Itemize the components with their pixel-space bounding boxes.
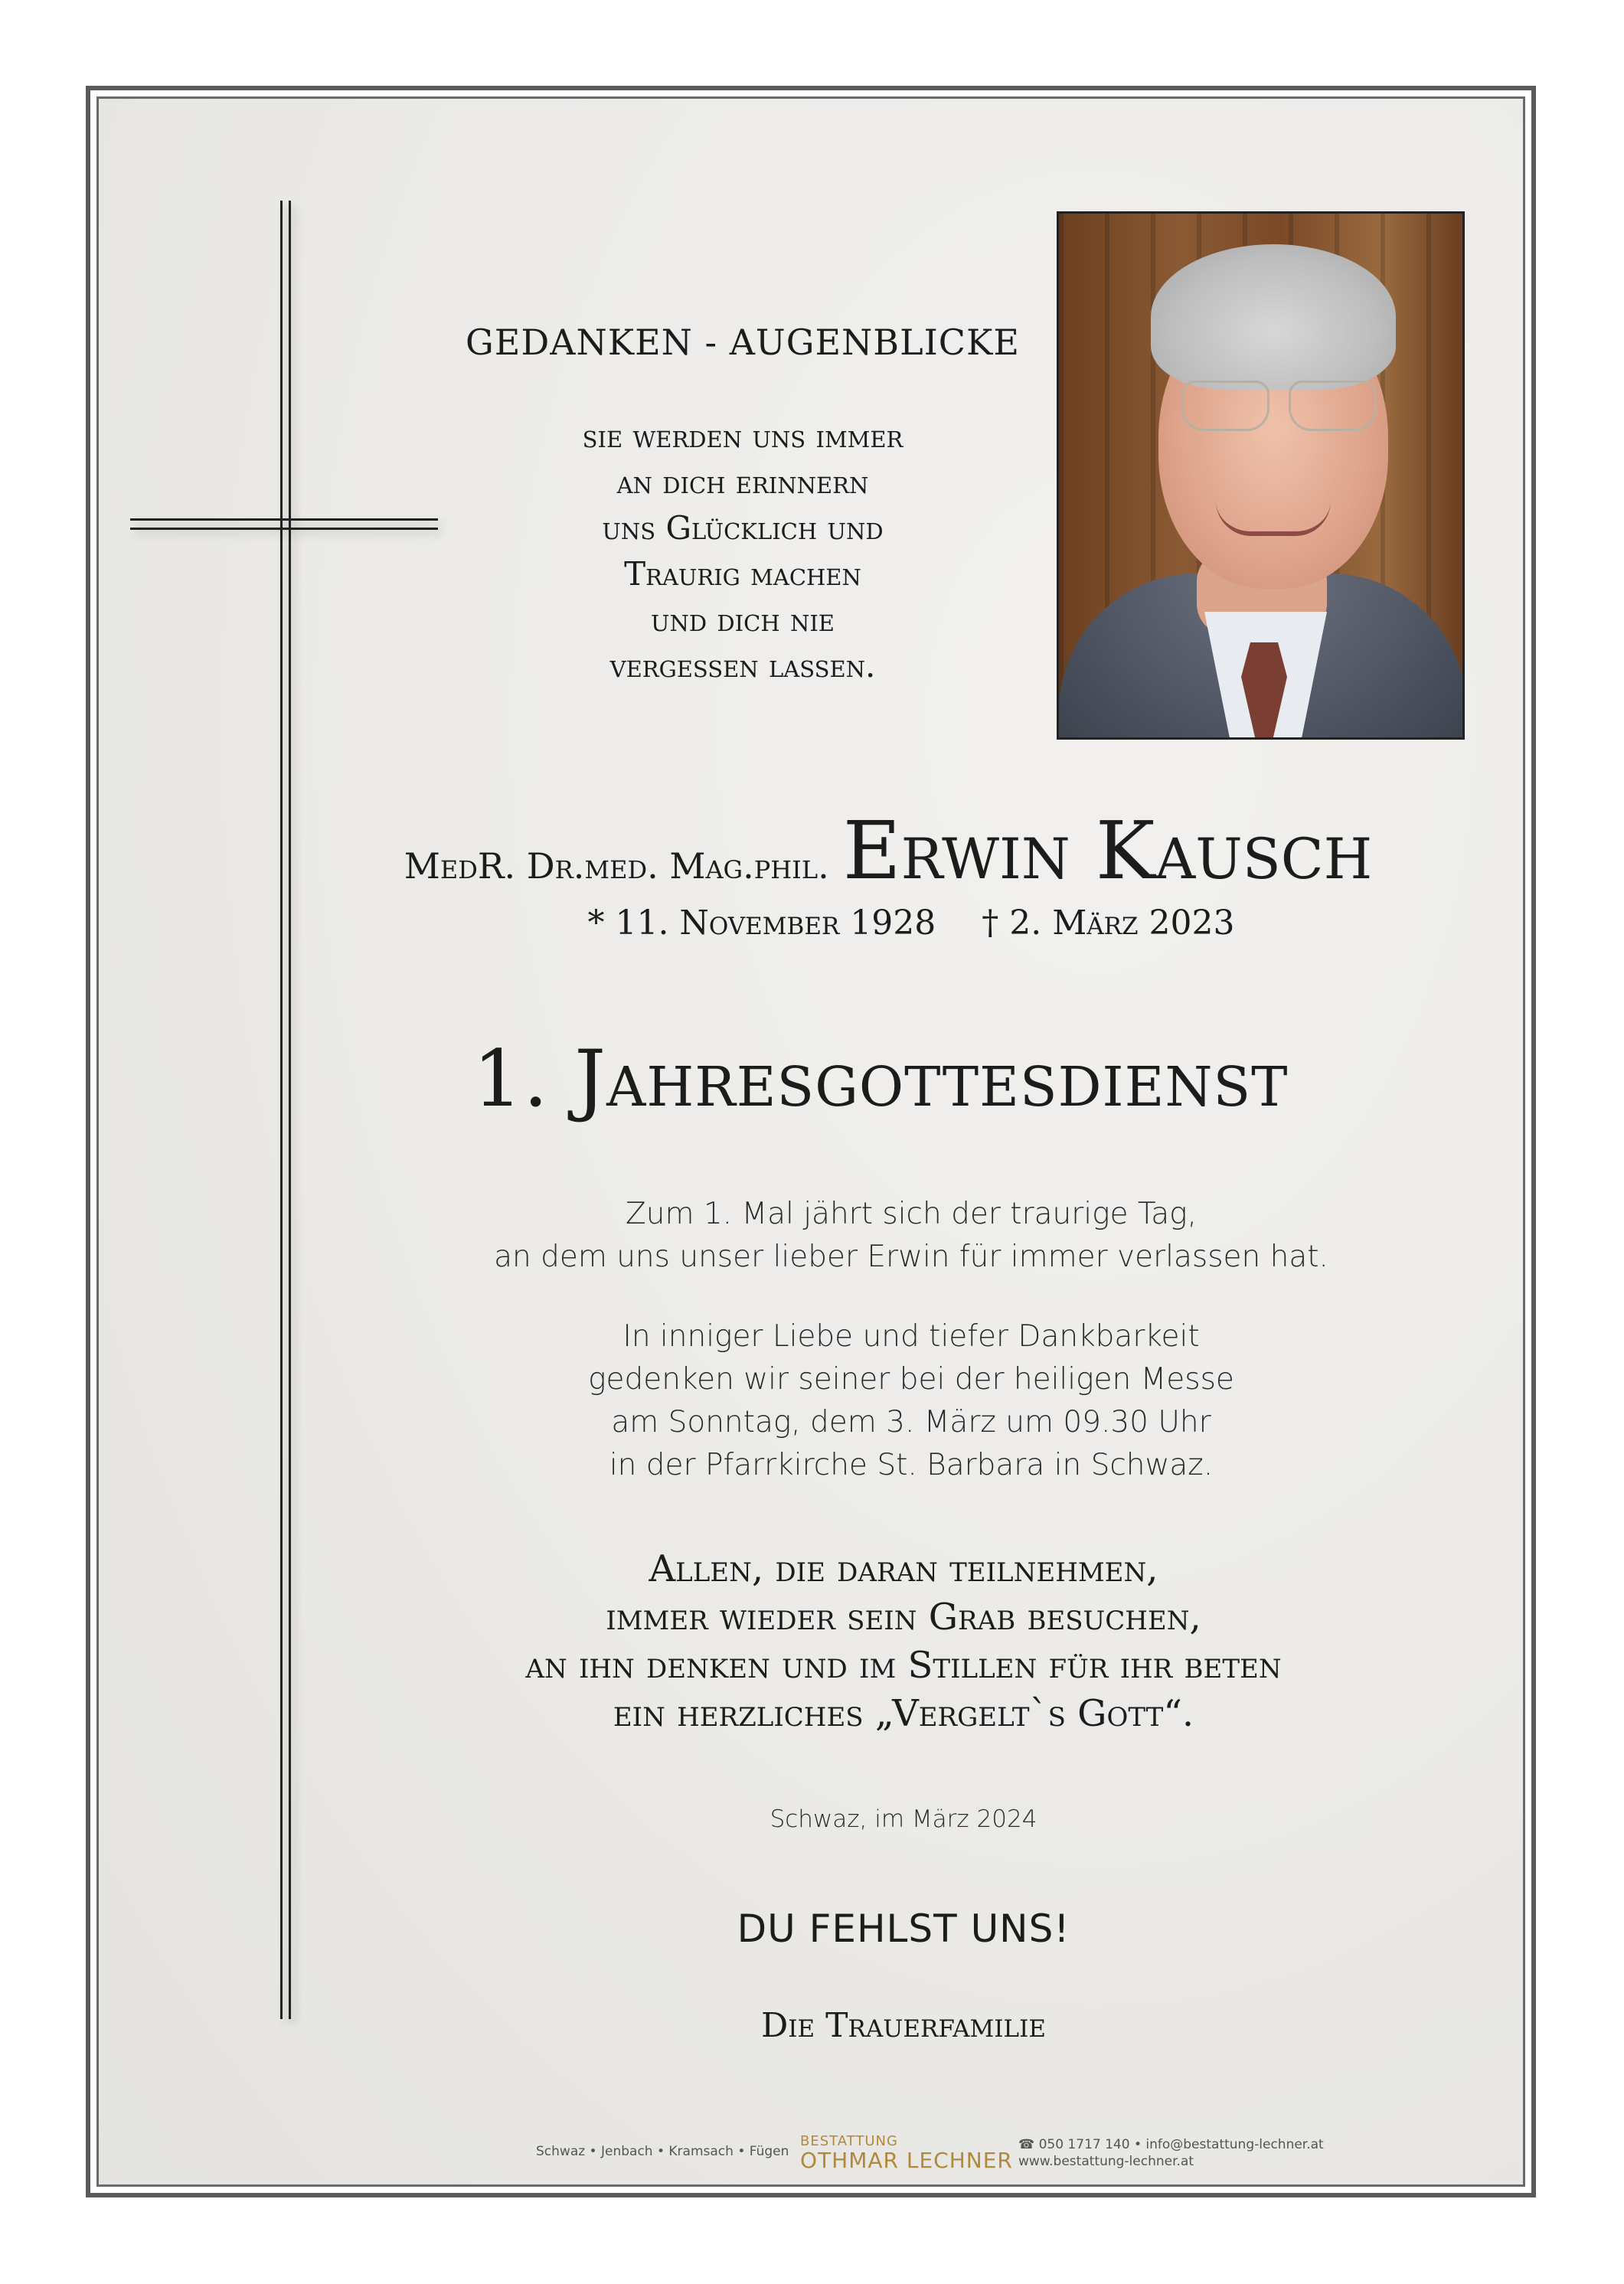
place-date: Schwaz, im März 2024 <box>770 1805 1037 1833</box>
text-line: an dem uns unser lieber Erwin für immer verlassen hat. <box>494 1240 1328 1274</box>
thanks-line: Allen, die daran teilnehmen, <box>649 1547 1158 1590</box>
deceased-name-line <box>306 804 1470 897</box>
text-line: Zum 1. Mal jährt sich der traurige Tag, <box>626 1197 1197 1231</box>
footer-website: www.bestattung-lechner.at <box>1018 2154 1194 2169</box>
academic-titles: MedR. Dr.med. Mag.phil. <box>404 845 829 887</box>
funeral-home-logo <box>800 2134 1013 2172</box>
poem-line: vergessen lassen. <box>609 647 876 685</box>
cross-vertical-bar <box>280 201 283 2019</box>
photo-smile <box>1216 501 1331 536</box>
logo-small-text: BESTATTUNG <box>800 2133 898 2149</box>
text-line: gedenken wir seiner bei der heiligen Messe <box>588 1362 1234 1397</box>
death-date: † 2. März 2023 <box>982 903 1235 943</box>
poem-title: GEDANKEN - AUGENBLICKE <box>466 322 1020 363</box>
portrait-photo <box>1057 211 1465 740</box>
poem-line: uns Glücklich und <box>602 509 884 547</box>
poem-line: an dich erinnern <box>616 463 869 501</box>
poem <box>429 413 1057 689</box>
main-heading: 1. Jahresgottesdienst <box>472 1034 1289 1125</box>
footer-locations: Schwaz • Jenbach • Kramsach • Fügen <box>536 2144 789 2159</box>
poem-line: und dich nie <box>651 601 835 639</box>
text-line: in der Pfarrkirche St. Barbara in Schwaz. <box>609 1448 1214 1482</box>
birth-date: * 11. November 1928 <box>587 903 936 943</box>
poem-line: Traurig machen <box>624 555 861 593</box>
missed-you-text: DU FEHLST UNS! <box>737 1907 1070 1951</box>
cross-horizontal-bar <box>130 518 438 521</box>
thanks-line: an ihn denken und im Stillen für ihr beten <box>525 1644 1282 1687</box>
deceased-name: Erwin Kausch <box>842 804 1373 897</box>
photo-hair <box>1151 244 1396 390</box>
cross-vertical-bar <box>289 201 291 2019</box>
photo-glasses <box>1181 381 1381 434</box>
footer-contact <box>1018 2136 1324 2170</box>
poem-line: sie werden uns immer <box>582 417 903 455</box>
thanks-line: immer wieder sein Grab besuchen, <box>606 1596 1201 1639</box>
cross-horizontal-bar <box>130 528 438 530</box>
thanks-line: ein herzliches „Vergelt`s Gott“. <box>613 1692 1194 1735</box>
family-signature: Die Trauerfamilie <box>761 2006 1046 2045</box>
footer-phone-email: ☎ 050 1717 140 • info@bestattung-lechner.at <box>1018 2137 1324 2152</box>
thanks-text <box>383 1545 1424 1738</box>
logo-big-text: OTHMAR LECHNER <box>800 2148 1013 2173</box>
text-line: am Sonntag, dem 3. März um 09.30 Uhr <box>611 1405 1211 1439</box>
life-dates <box>567 903 1256 943</box>
anniversary-text <box>429 1193 1394 1279</box>
text-line: In inniger Liebe und tiefer Dankbarkeit <box>622 1319 1200 1354</box>
mass-announcement <box>429 1315 1394 1487</box>
